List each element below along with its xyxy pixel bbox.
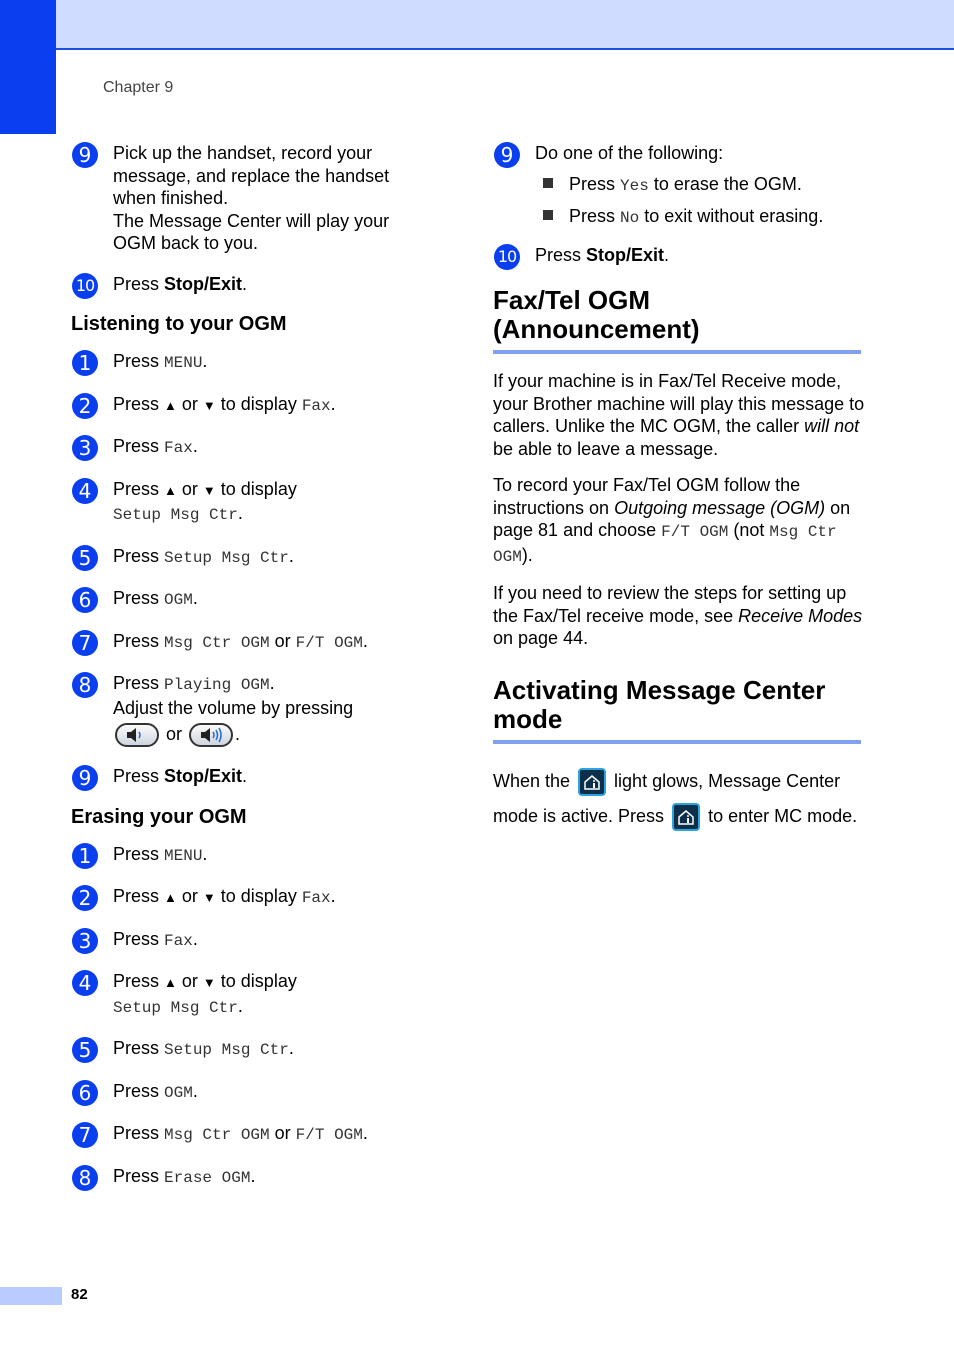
down-arrow-icon: ▼: [202, 397, 216, 413]
bullet-no: Press No to exit without erasing.: [543, 205, 865, 230]
erase-step-1: 1 Press MENU.: [71, 843, 431, 868]
listen-step-8: 8 Press Playing OGM. Adjust the volume by pressing or .: [71, 672, 431, 747]
step-record: 9 Pick up the handset, record your message, and replace the handset when finished. The Message Center will play your OGM back to you.: [71, 142, 431, 255]
erase-step-2: 2 Press ▲ or ▼ to display Fax.: [71, 885, 431, 910]
erase-step-6: 6 Press OGM.: [71, 1080, 431, 1105]
faxtel-paragraph-1: If your machine is in Fax/Tel Receive mode, your Brother machine will play this message to callers. Unlike the MC OGM, the caller will not be able to leave a message.: [493, 371, 865, 459]
erasing-heading: Erasing your OGM: [71, 805, 247, 828]
chapter-tab: [0, 0, 56, 134]
right-column: [493, 142, 865, 834]
listening-heading: Listening to your OGM: [71, 313, 287, 335]
step-stop-exit: 10 Press Stop/Exit.: [71, 273, 431, 296]
down-arrow-icon: ▼: [202, 890, 216, 906]
erase-step-5: 5 Press Setup Msg Ctr.: [71, 1037, 431, 1062]
up-arrow-icon: ▲: [164, 890, 177, 906]
bullet-yes: Press Yes to erase the OGM.: [543, 173, 865, 198]
erase-step-3: 3 Press Fax.: [71, 928, 431, 953]
message-center-icon: [578, 768, 606, 796]
listen-step-7: 7 Press Msg Ctr OGM or F/T OGM.: [71, 630, 431, 655]
volume-down-icon: [115, 723, 159, 747]
listen-step-1: 1 Press MENU.: [71, 350, 431, 375]
header-band: [0, 0, 954, 50]
page-number: 82: [71, 1286, 88, 1303]
listen-step-5: 5 Press Setup Msg Ctr.: [71, 545, 431, 570]
message-center-icon: [672, 803, 700, 831]
erase-step-8: 8 Press Erase OGM.: [71, 1165, 431, 1190]
erase-step-7: 7 Press Msg Ctr OGM or F/T OGM.: [71, 1122, 431, 1147]
listen-step-9: 9 Press Stop/Exit.: [71, 765, 431, 788]
activating-paragraph: When the light glows, Message Center mode is active. Press to enter MC mode.: [493, 764, 865, 834]
activating-heading: Activating Message Center mode: [493, 676, 861, 744]
faxtel-heading: Fax/Tel OGM (Announcement): [493, 286, 861, 354]
down-arrow-icon: ▼: [202, 482, 216, 498]
listen-step-4: 4 Press ▲ or ▼ to display Setup Msg Ctr.: [71, 478, 431, 527]
volume-up-icon: [189, 723, 233, 747]
up-arrow-icon: ▲: [164, 482, 177, 498]
right-step-10: 10 Press Stop/Exit.: [493, 244, 865, 267]
chapter-label: Chapter 9: [103, 79, 174, 96]
up-arrow-icon: ▲: [164, 397, 177, 413]
step-number: 10: [72, 273, 98, 299]
erase-step-4: 4 Press ▲ or ▼ to display Setup Msg Ctr.: [71, 970, 431, 1019]
down-arrow-icon: ▼: [202, 975, 216, 991]
up-arrow-icon: ▲: [164, 975, 177, 991]
step-number: 9: [72, 142, 98, 168]
listen-step-6: 6 Press OGM.: [71, 587, 431, 612]
right-step-9: 9 Do one of the following: Press Yes to erase the OGM. Press No to exit without erasing.: [493, 142, 865, 230]
left-column: [71, 142, 431, 1207]
listen-step-3: 3 Press Fax.: [71, 435, 431, 460]
listen-step-2: 2 Press ▲ or ▼ to display Fax.: [71, 393, 431, 418]
footer-bar: [0, 1287, 62, 1305]
faxtel-paragraph-3: If you need to review the steps for setting up the Fax/Tel receive mode, see Receive Modes on page 44.: [493, 583, 863, 648]
faxtel-paragraph-2: To record your Fax/Tel OGM follow the instructions on Outgoing message (OGM) on page 81 and choose F/T OGM (not Msg Ctr OGM).: [493, 475, 851, 566]
